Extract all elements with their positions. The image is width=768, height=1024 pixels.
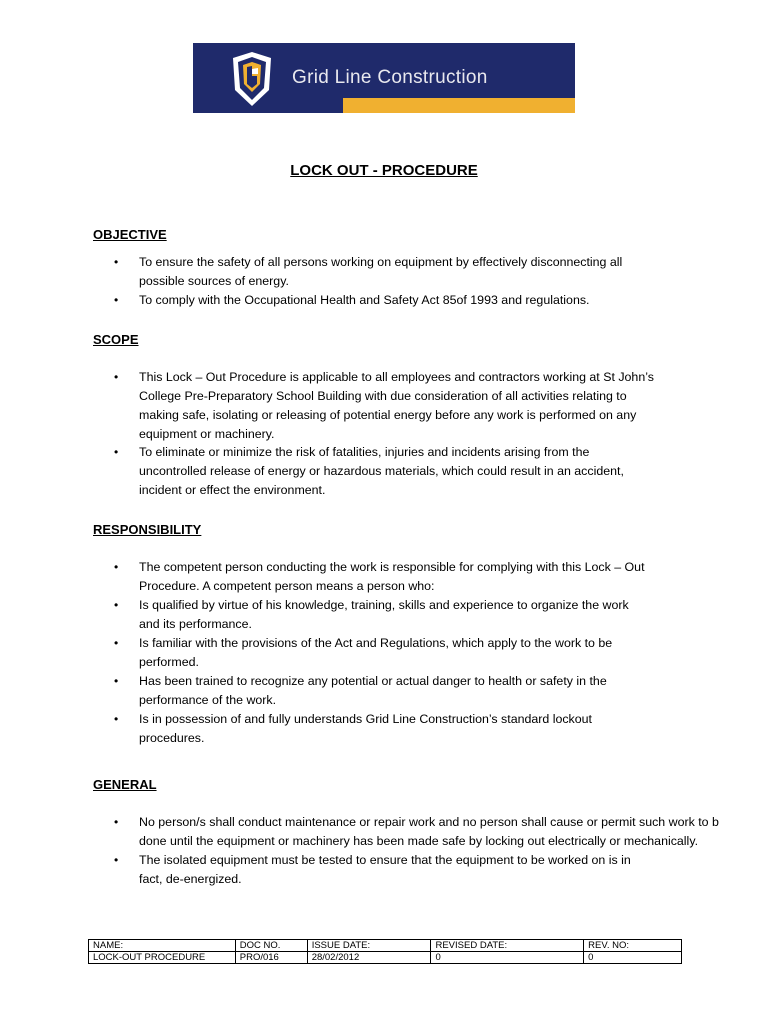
- document-control-table: [88, 939, 682, 964]
- general-item-2: [139, 851, 768, 889]
- section-heading-general: GENERAL: [93, 777, 157, 792]
- bullet-glyph: •: [114, 815, 119, 829]
- responsibility-item-4-line-1: Has been trained to recognize any potential or actual danger to health or safety in the: [139, 674, 607, 688]
- bullet-glyph: •: [114, 255, 119, 269]
- footer-value-revised-date: 0: [431, 952, 584, 964]
- section-heading-responsibility: RESPONSIBILITY: [93, 522, 202, 537]
- responsibility-item-5-line-2: procedures.: [139, 731, 205, 745]
- general-item-1: [139, 813, 768, 851]
- objective-item-1-line-2: possible sources of energy.: [139, 274, 289, 288]
- general-item-1-line-1: No person/s shall conduct maintenance or repair work and no person shall cause or permit such work to b: [139, 815, 719, 829]
- company-banner: [193, 43, 575, 113]
- bullet-glyph: •: [114, 370, 119, 384]
- scope-item-1-line-4: equipment or machinery.: [139, 427, 275, 441]
- footer-label-rev-no: REV. NO:: [584, 940, 682, 952]
- bullet-glyph: •: [114, 853, 119, 867]
- bullet-glyph: •: [114, 712, 119, 726]
- scope-item-2-line-2: uncontrolled release of energy or hazardous materials, which could result in an accident,: [139, 464, 624, 478]
- general-item-2-line-2: fact, de-energized.: [139, 872, 242, 886]
- scope-item-1-line-3: making safe, isolating or releasing of potential energy before any work is performed on any: [139, 408, 637, 422]
- responsibility-item-1-line-2: Procedure. A competent person means a person who:: [139, 579, 435, 593]
- bullet-glyph: •: [114, 674, 119, 688]
- footer-label-doc-no: DOC NO.: [235, 940, 307, 952]
- section-heading-objective: OBJECTIVE: [93, 227, 167, 242]
- section-heading-scope: SCOPE: [93, 332, 139, 347]
- scope-item-2: [139, 443, 674, 500]
- responsibility-item-5-line-1: Is in possession of and fully understands Grid Line Construction’s standard lockout: [139, 712, 592, 726]
- responsibility-item-1-line-1: The competent person conducting the work is responsible for complying with this Lock – Out: [139, 560, 645, 574]
- footer-value-name: LOCK-OUT PROCEDURE: [89, 952, 236, 964]
- responsibility-item-2: [139, 596, 674, 634]
- general-item-1-line-2: done until the equipment or machinery has been made safe by locking out electrically or mechanically.: [139, 834, 699, 848]
- footer-value-doc-no: PRO/016: [235, 952, 307, 964]
- footer-label-row: [89, 940, 682, 952]
- responsibility-item-2-line-2: and its performance.: [139, 617, 252, 631]
- grid-line-shield-logo: [229, 50, 275, 108]
- footer-label-name: NAME:: [89, 940, 236, 952]
- general-item-2-line-1: The isolated equipment must be tested to ensure that the equipment to be worked on is in: [139, 853, 631, 867]
- objective-item-2: [139, 291, 674, 310]
- bullet-glyph: •: [114, 598, 119, 612]
- footer-value-rev-no: 0: [584, 952, 682, 964]
- responsibility-item-5: [139, 710, 674, 748]
- footer-value-row: [89, 952, 682, 964]
- bullet-glyph: •: [114, 560, 119, 574]
- objective-item-1-line-1: To ensure the safety of all persons working on equipment by effectively disconnecting all: [139, 255, 623, 269]
- responsibility-item-3-line-2: performed.: [139, 655, 199, 669]
- responsibility-item-1: [139, 558, 674, 596]
- scope-item-1-line-1: This Lock – Out Procedure is applicable to all employees and contractors working at St John’s: [139, 370, 654, 384]
- scope-item-2-line-3: incident or effect the environment.: [139, 483, 326, 497]
- bullet-glyph: •: [114, 445, 119, 459]
- company-name: Grid Line Construction: [292, 67, 488, 88]
- responsibility-item-4-line-2: performance of the work.: [139, 693, 277, 707]
- responsibility-item-4: [139, 672, 674, 710]
- objective-item-2-line-1: To comply with the Occupational Health and Safety Act 85of 1993 and regulations.: [139, 293, 590, 307]
- objective-item-1: [139, 253, 674, 291]
- document-title: LOCK OUT - PROCEDURE: [290, 162, 478, 179]
- bullet-glyph: •: [114, 293, 119, 307]
- scope-item-1: [139, 368, 674, 444]
- footer-value-issue-date: 28/02/2012: [307, 952, 431, 964]
- footer-label-issue-date: ISSUE DATE:: [307, 940, 431, 952]
- bullet-glyph: •: [114, 636, 119, 650]
- banner-accent-stripe: [343, 98, 575, 113]
- scope-item-1-line-2: College Pre-Preparatory School Building with due consideration of all activities relating to: [139, 389, 627, 403]
- responsibility-item-3: [139, 634, 674, 672]
- responsibility-item-2-line-1: Is qualified by virtue of his knowledge, training, skills and experience to organize the work: [139, 598, 629, 612]
- responsibility-item-3-line-1: Is familiar with the provisions of the Act and Regulations, which apply to the work to be: [139, 636, 613, 650]
- footer-label-revised-date: REVISED DATE:: [431, 940, 584, 952]
- scope-item-2-line-1: To eliminate or minimize the risk of fatalities, injuries and incidents arising from the: [139, 445, 590, 459]
